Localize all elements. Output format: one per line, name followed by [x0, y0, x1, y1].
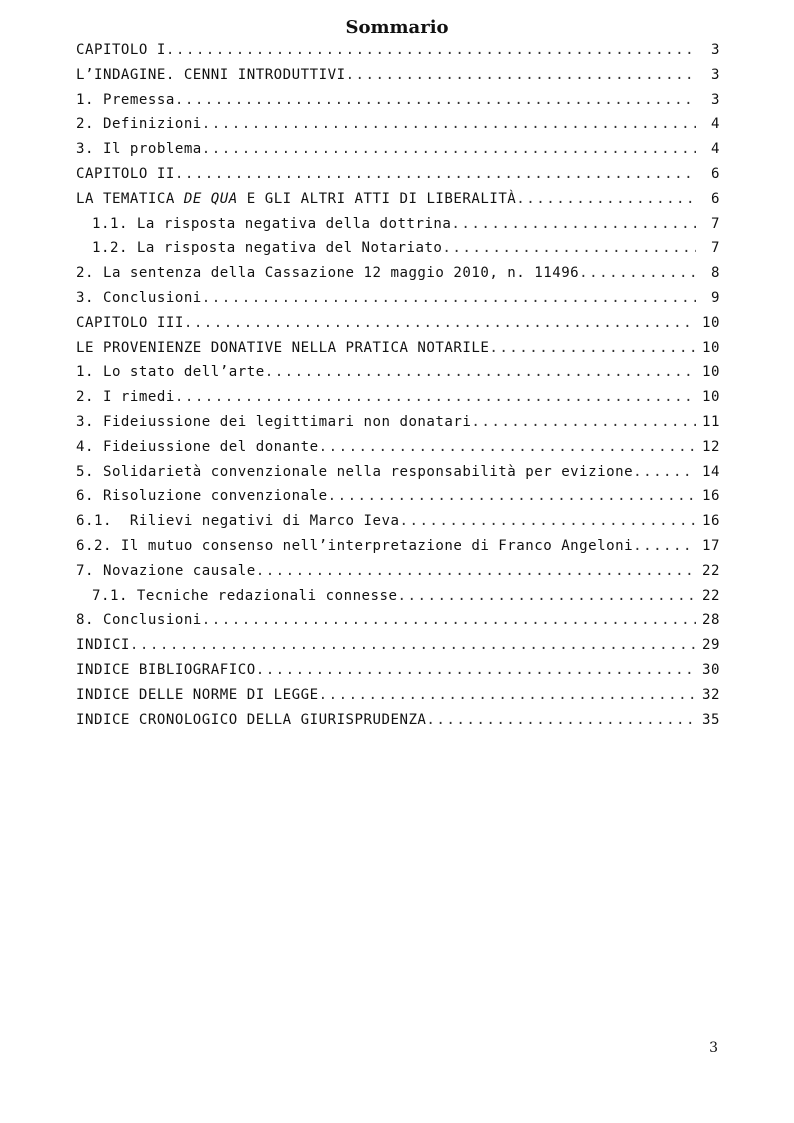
page-title: Sommario	[345, 17, 449, 38]
toc-dot-leader	[202, 112, 696, 137]
toc-entry-label: CAPITOLO III	[76, 314, 184, 331]
toc-entry-page: 8	[711, 265, 720, 282]
toc-label-part: E GLI ALTRI ATTI DI LIBERALITÀ	[237, 190, 517, 207]
toc-entry-page: 17	[702, 537, 720, 554]
toc-entry-page: 4	[711, 116, 720, 133]
toc-entry-label: 1.2. La risposta negativa del Notariato	[92, 240, 443, 257]
toc-label-part: LA TEMATICA	[76, 190, 184, 207]
toc-dot-leader	[489, 336, 696, 361]
toc-entry-indici[interactable]	[76, 633, 720, 658]
toc-entry-label: L’INDAGINE. CENNI INTRODUTTIVI	[76, 66, 346, 83]
toc-entry-premessa[interactable]	[76, 88, 720, 113]
page-number: 3	[709, 1040, 718, 1056]
toc-entry-page: 11	[702, 413, 720, 430]
toc-dot-leader	[265, 360, 696, 385]
toc-entry-page: 10	[702, 364, 720, 381]
toc-dot-leader	[346, 63, 696, 88]
toc-entry-page: 29	[702, 637, 720, 654]
toc-entry-label: 3. Conclusioni	[76, 289, 202, 306]
toc-entry-novazione[interactable]	[76, 559, 720, 584]
toc-dot-leader	[256, 559, 696, 584]
toc-dot-leader	[451, 212, 696, 237]
toc-entry-page: 10	[702, 339, 720, 356]
toc-entry-indice-norme[interactable]	[76, 683, 720, 708]
toc-entry-page: 35	[702, 711, 720, 728]
toc-entry-mutuo-consenso[interactable]	[76, 534, 720, 559]
toc-entry-label: 7. Novazione causale	[76, 562, 256, 579]
toc-entry-label: 2. Definizioni	[76, 116, 202, 133]
toc-entry-page: 14	[702, 463, 720, 480]
toc-entry-risposta-dottrina[interactable]	[76, 212, 720, 237]
table-of-contents	[76, 38, 720, 732]
toc-dot-leader	[130, 633, 696, 658]
toc-dot-leader	[175, 162, 696, 187]
toc-entry-label: 2. I rimedi	[76, 389, 175, 406]
toc-entry-conclusioni-2[interactable]	[76, 286, 720, 311]
toc-entry-rilievi-negativi[interactable]	[76, 509, 720, 534]
toc-entry-provenienze[interactable]	[76, 336, 720, 361]
toc-entry-tecniche[interactable]	[76, 584, 720, 609]
toc-entry-capitolo-3[interactable]	[76, 311, 720, 336]
toc-entry-page: 16	[702, 488, 720, 505]
toc-entry-page: 32	[702, 686, 720, 703]
toc-entry-indice-giurisprudenza[interactable]	[76, 708, 720, 733]
toc-entry-rimedi[interactable]	[76, 385, 720, 410]
toc-entry-page: 9	[711, 289, 720, 306]
toc-entry-label: 6.1. Rilievi negativi di Marco Ieva	[76, 513, 400, 530]
toc-entry-label: INDICE DELLE NORME DI LEGGE	[76, 686, 319, 703]
toc-entry-label: INDICE BIBLIOGRAFICO	[76, 661, 256, 678]
toc-entry-label: 2. La sentenza della Cassazione 12 maggio 2010, n. 11496	[76, 265, 580, 282]
toc-entry-page: 10	[702, 389, 720, 406]
toc-entry-label: 5. Solidarietà convenzionale nella responsabilità per evizione	[76, 463, 634, 480]
toc-entry-problema[interactable]	[76, 137, 720, 162]
toc-entry-indagine[interactable]	[76, 63, 720, 88]
toc-entry-page: 3	[711, 66, 720, 83]
toc-entry-page: 7	[711, 240, 720, 257]
toc-entry-tematica[interactable]	[76, 187, 720, 212]
toc-dot-leader	[426, 708, 696, 733]
toc-entry-page: 12	[702, 438, 720, 455]
toc-dot-leader	[319, 683, 696, 708]
toc-entry-page: 10	[702, 314, 720, 331]
toc-entry-label	[76, 187, 516, 212]
toc-entry-label: 6. Risoluzione convenzionale	[76, 488, 328, 505]
toc-entry-page: 3	[711, 42, 720, 58]
toc-entry-label: 8. Conclusioni	[76, 612, 202, 629]
toc-entry-solidarieta[interactable]	[76, 460, 720, 485]
toc-entry-label: LE PROVENIENZE DONATIVE NELLA PRATICA NOTARILE	[76, 339, 490, 356]
toc-dot-leader	[633, 460, 696, 485]
toc-dot-leader	[398, 584, 697, 609]
toc-entry-sentenza[interactable]	[76, 261, 720, 286]
toc-dot-leader	[471, 410, 696, 435]
toc-entry-page: 22	[702, 587, 720, 604]
toc-entry-fideiussione-donante[interactable]	[76, 435, 720, 460]
toc-dot-leader	[256, 658, 696, 683]
toc-entry-label: CAPITOLO II	[76, 165, 175, 182]
toc-entry-page: 6	[711, 190, 720, 207]
toc-dot-leader	[633, 534, 696, 559]
toc-entry-page: 16	[702, 513, 720, 530]
toc-dot-leader	[319, 435, 696, 460]
toc-entry-label: 1. Premessa	[76, 91, 175, 108]
toc-entry-risposta-notariato[interactable]	[76, 236, 720, 261]
toc-dot-leader	[175, 88, 696, 113]
toc-entry-label: 1. Lo stato dell’arte	[76, 364, 265, 381]
toc-dot-leader	[202, 286, 696, 311]
toc-entry-label: INDICI	[76, 637, 130, 654]
toc-dot-leader	[442, 236, 696, 261]
toc-entry-page: 6	[711, 165, 720, 182]
toc-dot-leader	[184, 311, 696, 336]
toc-entry-capitolo-1[interactable]	[76, 38, 720, 63]
toc-entry-label: 3. Il problema	[76, 141, 202, 158]
toc-dot-leader	[202, 608, 696, 633]
toc-entry-risoluzione[interactable]	[76, 484, 720, 509]
toc-entry-label: 6.2. Il mutuo consenso nell’interpretazione di Franco Angeloni	[76, 537, 634, 554]
toc-entry-definizioni[interactable]	[76, 112, 720, 137]
toc-dot-leader	[175, 385, 696, 410]
toc-entry-label: 7.1. Tecniche redazionali connesse	[92, 587, 398, 604]
toc-entry-page: 3	[711, 91, 720, 108]
toc-dot-leader	[579, 261, 696, 286]
toc-entry-label: 4. Fideiussione del donante	[76, 438, 319, 455]
toc-label-italic-part: DE QUA	[183, 190, 238, 207]
toc-dot-leader	[202, 137, 696, 162]
toc-entry-conclusioni-3[interactable]	[76, 608, 720, 633]
toc-entry-page: 30	[702, 661, 720, 678]
toc-entry-label: INDICE CRONOLOGICO DELLA GIURISPRUDENZA	[76, 711, 427, 728]
toc-dot-leader	[328, 484, 696, 509]
toc-dot-leader	[516, 187, 696, 212]
toc-entry-page: 28	[702, 612, 720, 629]
toc-dot-leader	[166, 38, 696, 63]
toc-entry-page: 22	[702, 562, 720, 579]
toc-entry-indice-bibliografico[interactable]	[76, 658, 720, 683]
toc-entry-label: 1.1. La risposta negativa della dottrina	[92, 215, 452, 232]
toc-entry-label: CAPITOLO I	[76, 42, 166, 58]
toc-entry-stato-arte[interactable]	[76, 360, 720, 385]
toc-entry-page: 4	[711, 141, 720, 158]
toc-entry-page: 7	[711, 215, 720, 232]
toc-entry-capitolo-2[interactable]	[76, 162, 720, 187]
toc-entry-fideiussione-legittimari[interactable]	[76, 410, 720, 435]
toc-entry-label: 3. Fideiussione dei legittimari non donatari	[76, 413, 472, 430]
toc-dot-leader	[399, 509, 696, 534]
